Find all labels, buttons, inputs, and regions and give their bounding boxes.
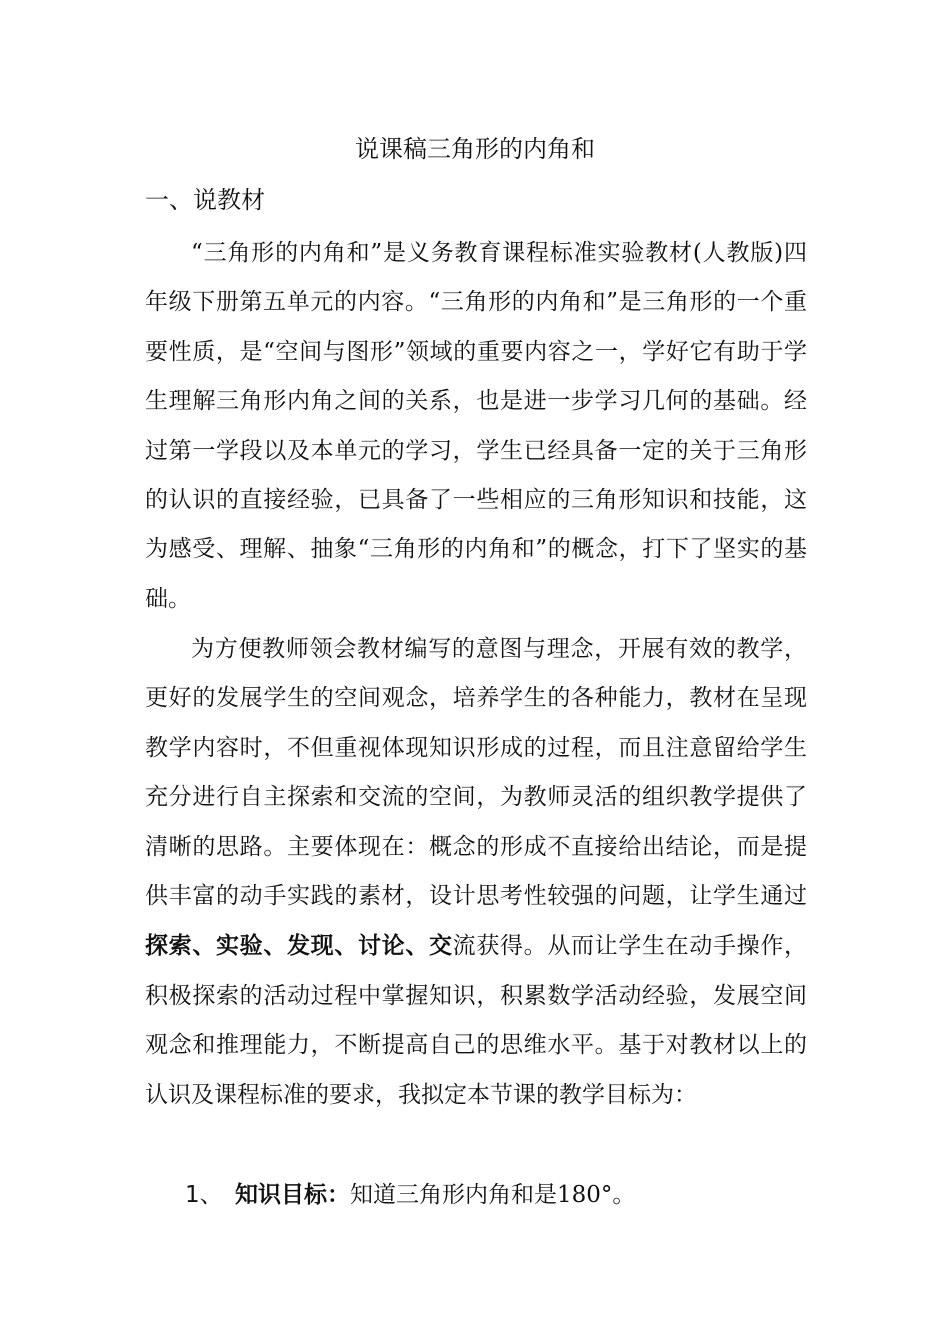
paragraph-textbook-design (145, 625, 807, 1120)
objective-item-knowledge (185, 1170, 807, 1220)
document-title: 说课稿三角形的内角和 (355, 135, 595, 163)
objective-label: 知识目标： (235, 1181, 350, 1208)
paragraph-text: 流获得。从而让学生在动手操作，积极探索的活动过程中掌握知识，积累数学活动经验，发展空间观念和推理能力，不断提高自己的思维水平。基于对教材以上的认识及课程标准的要求，我拟定本节课的教学目标为： (145, 933, 808, 1108)
section-heading-textbook: 一、说教材 (145, 186, 265, 214)
bold-emphasis: 探索、实验、发现、讨论、交 (145, 932, 453, 960)
objective-number: 1、 (185, 1182, 223, 1208)
objective-text: 知道三角形内角和是180°。 (350, 1182, 636, 1208)
paragraph-textbook-intro: “三角形的内角和”是义务教育课程标准实验教材(人教版)四年级下册第五单元的内容。“三角形的内角和”是三角形的一个重要性质，是“空间与图形”领域的重要内容之一，学好它有助于学生理解三角形内角之间的关系，也是进一步学习几何的基础。经过第一学段以及本单元的学习，学生已经具备一定的关于三角形的认识的直接经验，已具备了一些相应的三角形知识和技能，这为感受、理解、抽象“三角形的内角和”的概念，打下了坚实的基础。 (145, 240, 807, 612)
paragraph-text: 为方便教师领会教材编写的意图与理念，开展有效的教学，更好的发展学生的空间观念，培养学生的各种能力，教材在呈现教学内容时，不但重视体现知识形成的过程，而且注意留给学生充分进行自主探索和交流的空间，为教师灵活的组织教学提供了清晰的思路。主要体现在：概念的形成不直接给出结论，而是提供丰富的动手实践的素材，设计思考性较强的问题，让学生通过 (145, 636, 807, 910)
